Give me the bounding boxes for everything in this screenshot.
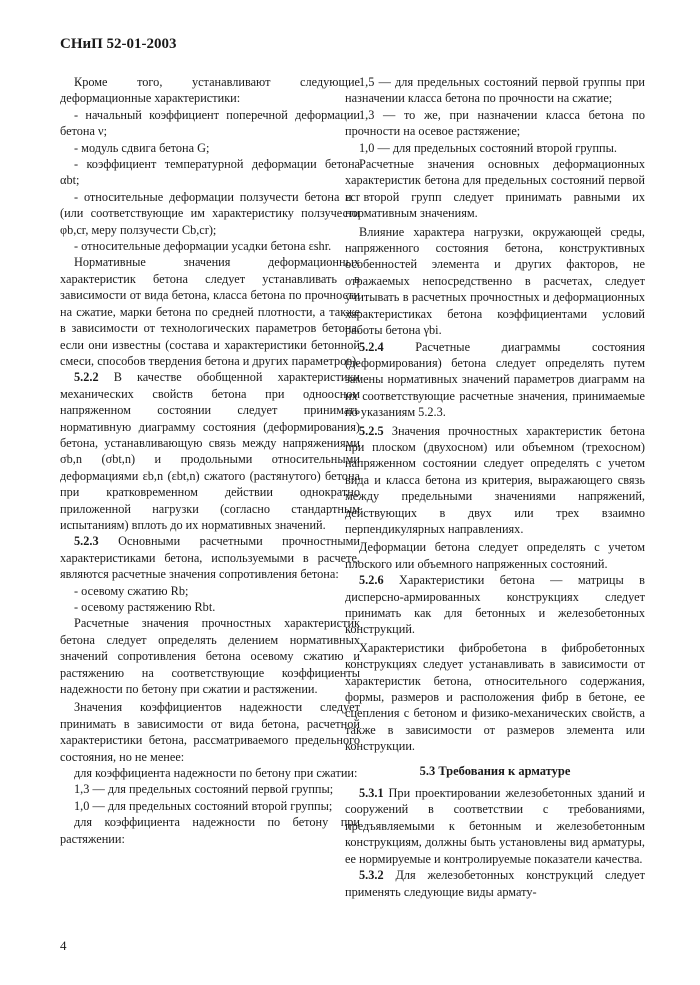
paragraph-text: - модуль сдвига бетона G; xyxy=(74,140,210,155)
paragraph-text: В качестве обобщенной характеристики механических свойств бетона при одноосном напряженном состоянии следует принимать нормативную диаграмму состояния (деформирования) бетона, устанавливающую связь между напряжениями σb,n (σbt,n) и продольными относительными деформациями εb,n (εbt,n) сжатого (растянутого) бетона при кратковременном действии однократно приложенной нагрузки (согласно стандартным испытаниям) вплоть до их нормативных значений. xyxy=(60,370,360,532)
section-number: 5.3.1 xyxy=(359,786,384,801)
paragraph xyxy=(345,539,645,572)
section-heading: 5.3 Требования к арматуре xyxy=(419,763,571,778)
paragraph-text: 1,0 — для предельных состояний второй группы; xyxy=(74,798,333,813)
paragraph-text: для коэффициента надежности по бетону при сжатии: xyxy=(74,766,358,781)
paragraph xyxy=(60,814,360,847)
paragraph xyxy=(60,189,360,238)
section-number: 5.2.5 xyxy=(359,423,384,438)
paragraph-text: 1,3 — то же, при назначении класса бетона по прочности на осевое растяжение; xyxy=(345,107,645,139)
paragraph-text: - осевому растяжению Rbt. xyxy=(74,600,216,614)
paragraph xyxy=(60,765,360,781)
right-column xyxy=(345,74,645,900)
paragraph xyxy=(60,74,360,107)
section-number: 5.2.2 xyxy=(74,370,99,385)
section-number: 5.3.2 xyxy=(359,868,384,883)
section-number: 5.2.4 xyxy=(359,339,384,354)
paragraph xyxy=(60,615,360,697)
paragraph-text: - относительные деформации ползучести бетона εcr (или соответствующие им характеристику ползучести φb,cr, меру ползучести Cb,cr); xyxy=(60,189,360,237)
paragraph-text: При проектировании железобетонных зданий и сооружений в соответствии с требованиями, предъявляемыми к бетонным и железобетонным конструкциям, должны быть установлены вид арматуры, ее нормируемые и контролируемые показатели качества. xyxy=(345,786,645,866)
paragraph-text: - начальный коэффициент поперечной деформации бетона ν; xyxy=(60,107,360,139)
paragraph-text: Нормативные значения деформационных характеристик бетона следует устанавливать в зависимости от вида бетона, класса бетона по прочности на сжатие, марки бетона по средней плотности, а также в зависимости от технологических параметров бетона, если они известны (состава и характеристики бетонной смеси, способов твердения бетона и других параметров). xyxy=(60,255,360,368)
paragraph xyxy=(345,640,645,755)
paragraph xyxy=(345,572,645,638)
paragraph-text: Для железобетонных конструкций следует применять следующие виды армату- xyxy=(345,868,645,899)
paragraph xyxy=(60,254,360,369)
paragraph-text: Кроме того, устанавливают следующие деформационные характеристики: xyxy=(60,75,360,106)
paragraph-text: для коэффициента надежности по бетону при растяжении: xyxy=(60,815,360,846)
paragraph xyxy=(60,156,360,189)
paragraph xyxy=(345,74,645,107)
paragraph-text: Деформации бетона следует определять с учетом плоского или объемного напряженных состояний. xyxy=(345,540,645,571)
paragraph-text: Расчетные значения основных деформационных характеристик бетона для предельных состояний первой и второй групп следует принимать равными их нормативным значениям. xyxy=(345,157,645,221)
paragraph xyxy=(345,423,645,538)
paragraph xyxy=(60,107,360,140)
paragraph-text: Расчетные значения прочностных характеристик бетона следует определять делением нормативных значений сопротивления бетона осевому сжатию и растяжению на соответствующие коэффициенты надежности по бетону при сжатии и растяжении. xyxy=(60,616,360,697)
right-column-top xyxy=(345,74,645,755)
paragraph xyxy=(345,224,645,339)
section-number: 5.2.6 xyxy=(359,573,384,588)
left-column xyxy=(60,74,360,847)
right-column-bottom xyxy=(345,785,645,900)
paragraph-text: Основными расчетными прочностными характеристиками бетона, используемыми в расчете, являются расчетные значения сопротивления бетона: xyxy=(60,534,360,582)
paragraph-text: Влияние характера нагрузки, окружающей среды, напряженного состояния бетона, конструктивных особенностей элемента и других факторов, не отражаемых непосредственно в расчетах, следует учитывать в расчетных прочностных и деформационных характеристиках бетона коэффициентами условий работы бетона γbi. xyxy=(345,224,645,338)
paragraph-text: Значения прочностных характеристик бетона при плоском (двухосном) или объемном (трехосном) напряженном состоянии следует определять с учетом вида и класса бетона из критерия, выражающего связь между предельными значениями напряжений, действующих в двух или трех взаимно перпендикулярных направлениях. xyxy=(345,423,645,536)
document-code-header: СНиП 52-01-2003 xyxy=(60,36,177,52)
paragraph-text: Характеристики фибробетона в фибробетонных конструкциях следует устанавливать в зависимости от характеристик бетона, относительного содержания, формы, размеров и расположения фибр в бетоне, ее сцепления с бетоном и физико-механических свойств, а также в зависимости от размеров элемента или конструкции. xyxy=(345,640,645,754)
paragraph xyxy=(60,798,360,814)
paragraph-text: Расчетные диаграммы состояния (деформирования) бетона следует определять путем замены нормативных значений параметров диаграмм на их соответствующие расчетные значения, принимаемые по указаниям 5.2.3. xyxy=(345,339,645,420)
paragraph xyxy=(345,339,645,421)
paragraph xyxy=(60,238,360,254)
paragraph xyxy=(60,533,360,582)
paragraph xyxy=(60,369,360,533)
paragraph xyxy=(60,781,360,797)
paragraph xyxy=(60,699,360,765)
section-number: 5.2.3 xyxy=(74,534,99,549)
paragraph-text: - коэффициент температурной деформации бетона αbt; xyxy=(60,157,360,188)
page-number: 4 xyxy=(60,938,67,953)
paragraph xyxy=(345,140,645,156)
paragraph xyxy=(60,140,360,156)
paragraph xyxy=(345,867,645,900)
paragraph xyxy=(345,156,645,222)
paragraph-text: Значения коэффициентов надежности следует принимать в зависимости от вида бетона, расчетной характеристики бетона, рассматриваемого предельного состояния, но не менее: xyxy=(60,700,360,764)
paragraph xyxy=(345,785,645,867)
paragraph-text: - осевому сжатию Rb; xyxy=(74,583,189,598)
paragraph xyxy=(60,583,360,599)
paragraph-text: 1,3 — для предельных состояний первой группы; xyxy=(74,782,334,797)
paragraph xyxy=(60,599,360,615)
paragraph-text: 1,5 — для предельных состояний первой группы при назначении класса бетона по прочности на сжатие; xyxy=(345,75,645,106)
paragraph-text: 1,0 — для предельных состояний второй группы. xyxy=(359,140,617,155)
paragraph-text: Характеристики бетона — матрицы в дисперсно-армированных конструкциях следует принимать как для бетонных и железобетонных конструкций. xyxy=(345,573,645,637)
paragraph-text: - относительные деформации усадки бетона εshr. xyxy=(74,239,332,254)
paragraph xyxy=(345,107,645,140)
